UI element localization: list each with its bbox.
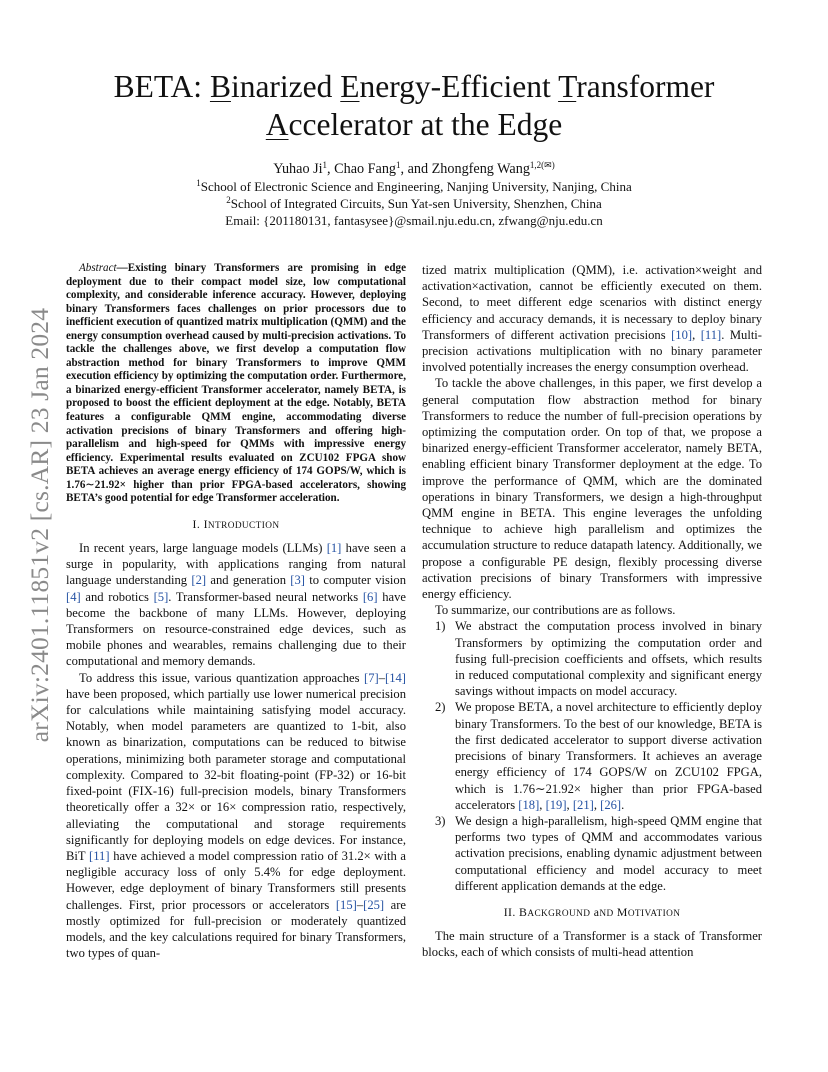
body-text: . Multi-precision activations multiplication with no binary parameter involved potentially increases the energy consumption overhead. [422, 327, 763, 375]
body-text: We design a high-parallelism, high-speed QMM engine that performs two types of QMM and accommodates various activation precisions, enabling dynamic adjustment between computational efficiency and model accuracy to meet different application demands at the edge. [455, 813, 762, 893]
section-title-initial: I [203, 516, 208, 531]
body-text: . [621, 797, 625, 812]
affiliation-mark: 2 [226, 195, 231, 206]
section-title-initial: a [593, 904, 600, 919]
abstract-label: Abstract [79, 262, 117, 274]
affiliation-text: School of Electronic Science and Engineering, Nanjing University, Nanjing, China [200, 179, 632, 194]
citation-link[interactable]: [26] [600, 797, 622, 812]
citation-link[interactable]: [4] [66, 589, 81, 604]
body-text: and robotics [80, 589, 154, 604]
title-block [66, 68, 762, 230]
section-title-rest: ND [599, 908, 614, 919]
title-segment: T [558, 69, 577, 104]
body-text: have seen a surge in popularity, with applications ranging from natural language understanding [66, 541, 407, 588]
paper-title-line-1 [114, 69, 715, 104]
body-text: . Transformer-based neural networks [168, 589, 363, 604]
affiliation-2 [66, 195, 762, 212]
abstract-body: —Existing binary Transformers are promising in edge deployment due to their compact model size, low computational complexity, and considerable inference accuracy. However, deploying binary Transformers faces challenges on prior processors due to inefficient execution of quantized matrix multiplication (QMM) and the energy consumption overhead caused by multi-precision activations. To tackle the challenges above, we first develop a computation flow abstraction method for binary Transformers to improve QMM execution efficiency by optimizing the computation order. Furthermore, a binarized energy-efficient Transformer accelerator, namely BETA, is proposed to boost the efficient deployment at the edge. Notably, BETA features a configurable QMM engine, accommodating diverse activation precisions of binary Transformers and offering high-parallelism and high-speed for QMMs with impressive energy efficiency. Experimental results evaluated on ZCU102 FPGA show BETA achieves an average energy efficiency of 174 GOPS/W, which is 1.76∼21.92× higher than prior FPGA-based accelerators, showing BETA’s good potential for edge Transformer acceleration. [66, 262, 406, 505]
contribution-item [422, 618, 762, 699]
contribution-number: 2) [435, 700, 446, 715]
citation-link[interactable]: [19] [545, 797, 567, 812]
contribution-item [422, 813, 762, 894]
author-affiliation-mark: 1 [396, 160, 401, 170]
body-text: have been proposed, which partially use lower numerical precision for calculations while maintaining satisfying model accuracy. Notably, when model parameters are quantized to 1-bit, also known as binarization, computations can be reduced to bitwise operations, minimizing both parameter storage and computational complexity. Compared to 32-bit floating-point (FP-32) or 16-bit fixed-point (FIX-16) full-precision models, binary Transformers theoretically offer a 32× or 16× compression ratio, respectively, alleviating the computational and storage requirements significantly for deploying models on edge devices. For instance, BiT [66, 686, 406, 863]
section-heading-introduction [66, 516, 406, 534]
body-text: We abstract the computation process involved in binary Transformers by optimizing the computation order and fusing full-precision coefficients and offsets, which results in reduced computational complexity and significant energy savings without impacts on model accuracy. [455, 619, 762, 699]
contribution-number: 1) [435, 619, 446, 634]
author-name: , and Zhongfeng Wang [400, 161, 530, 177]
section-number: I. [192, 516, 204, 531]
citation-link[interactable]: [18] [518, 797, 540, 812]
citation-link[interactable]: [3] [290, 573, 305, 588]
section-title-rest: ACKGROUND [527, 908, 591, 919]
email-line: Email: {201180131, fantasysee}@smail.nju.edu.cn, zfwang@nju.edu.cn [225, 213, 603, 229]
body-text: tized matrix multiplication (QMM), i.e. activation×weight and activation×activation, cannot be efficiently executed on them. Second, to meet different edge scenarios with distinct energy efficiency and accuracy demands, it is necessary to deploy binary Transformers of different activation precisions [422, 263, 762, 342]
citation-link[interactable]: [6] [362, 589, 378, 604]
title-segment: ccelerator at the Edge [288, 107, 563, 142]
title-segment: B [209, 69, 231, 104]
abstract [66, 262, 406, 506]
body-text: to computer vision [304, 573, 407, 588]
author-name: Yuhao Ji [273, 161, 323, 177]
citation-link[interactable]: [14] [385, 670, 406, 685]
body-text: – [378, 670, 386, 685]
body-text: In recent years, large language models (LLMs) [79, 541, 327, 556]
section-title-rest: OTIVATION [627, 908, 681, 919]
body-text: , [593, 797, 601, 812]
citation-link[interactable]: [21] [572, 797, 594, 812]
citation-link[interactable]: [7] [364, 670, 379, 685]
intro-paragraph-2 [66, 670, 406, 962]
paper-title-line-2 [266, 107, 562, 142]
body-text: – [356, 897, 364, 912]
contribution-list [422, 618, 762, 893]
section-number: II. [503, 904, 520, 919]
body-text: , [539, 797, 546, 812]
body-text: are mostly optimized for full-precision or moderately quantized models, and the key calculations required for binary Transformers, two types of quan- [66, 897, 406, 961]
arxiv-identifier-text: arXiv:2401.11851v2 [cs.AR] 23 Jan 2024 [25, 307, 54, 743]
title-segment: A [265, 107, 289, 142]
body-text: To tackle the above challenges, in this paper, we first develop a general computation flow abstraction method for binary Transformers to reduce the number of full-precision operations by optimizing the computation order. On top of that, we propose a binarized energy-efficient Transformer accelerator, namely BETA, enabling efficient binary Transformer deployment at the edge. To improve the performance of QMM, which are the dominated operations in binary Transformers, we design a high-throughput QMM engine in BETA. This engine leverages the unfolding technique to achieve high parallelism and optimizes the accumulation structure to reduce datapath latency. Additionally, we propose a configurable PE design, flexibly processing diverse activation precisions of binary Transformers with impressive energy efficiency. [422, 376, 762, 602]
body-text: have become the backbone of many LLMs. However, deploying Transformers on resource-constrained edge devices, such as mobile phones and wearables, remains challenging due to their computational and memory demands. [66, 589, 407, 669]
title-segment: E [340, 69, 360, 104]
title-segment: BETA: [113, 69, 210, 104]
author-list [66, 160, 762, 178]
body-text: , [566, 797, 573, 812]
body-text: have achieved a model compression ratio of 31.2× with a negligible accuracy loss of only 5.4% for edge deployment. However, edge deployment of binary Transformers still presents challenges. First, prior processors or accelerators [66, 848, 407, 912]
arxiv-identifier-stamp [20, 290, 60, 760]
citation-link[interactable]: [11] [89, 848, 110, 863]
citation-link[interactable]: [11] [700, 327, 722, 342]
title-segment: ransformer [576, 69, 715, 104]
citation-link[interactable]: [25] [363, 897, 385, 912]
section-title-rest: NTRODUCTION [207, 520, 280, 531]
intro-paragraph-3 [422, 262, 762, 375]
citation-link[interactable]: [1] [326, 541, 342, 556]
contribution-item [422, 699, 762, 812]
affiliation-mark: 1 [196, 178, 201, 188]
author-name: , Chao Fang [327, 161, 397, 177]
title-segment: inarized [230, 69, 341, 104]
citation-link[interactable]: [15] [335, 897, 357, 912]
body-text: To address this issue, various quantization approaches [79, 670, 365, 685]
affiliation-1 [66, 178, 762, 195]
section-heading-background [422, 904, 762, 922]
paper-title [66, 68, 762, 144]
section-title-initial: B [519, 904, 528, 919]
intro-paragraph-1 [66, 540, 406, 670]
body-text: and generation [206, 573, 291, 588]
right-column [422, 262, 762, 961]
citation-link[interactable]: [5] [153, 589, 169, 604]
left-column [66, 262, 406, 961]
section-title-initial: M [616, 904, 628, 919]
title-segment: nergy-Efficient [359, 69, 559, 104]
citation-link[interactable]: [10] [671, 327, 693, 342]
author-affiliation-mark: 1,2(✉) [529, 160, 555, 170]
contributions-intro: To summarize, our contributions are as follows. [435, 603, 676, 618]
background-paragraph-1: The main structure of a Transformer is a stack of Transformer blocks, each of which consists of multi-head attention [422, 929, 762, 960]
contribution-number: 3) [435, 813, 446, 828]
affiliation-text: School of Integrated Circuits, Sun Yat-sen University, Shenzhen, China [230, 196, 602, 212]
citation-link[interactable]: [2] [191, 573, 207, 588]
body-text: We propose BETA, a novel architecture to efficiently deploy binary Transformers. To the best of our knowledge, BETA is the first dedicated accelerator to support diverse activation precisions of binary Transformers. It achieves an average energy efficiency of 174 GOPS/W on ZCU102 FPGA, which is 1.76∼21.92× higher than prior FPGA-based accelerators [455, 700, 762, 812]
author-affiliation-mark: 1 [322, 160, 328, 170]
intro-paragraph-4 [422, 375, 762, 602]
body-text: , [692, 327, 701, 342]
